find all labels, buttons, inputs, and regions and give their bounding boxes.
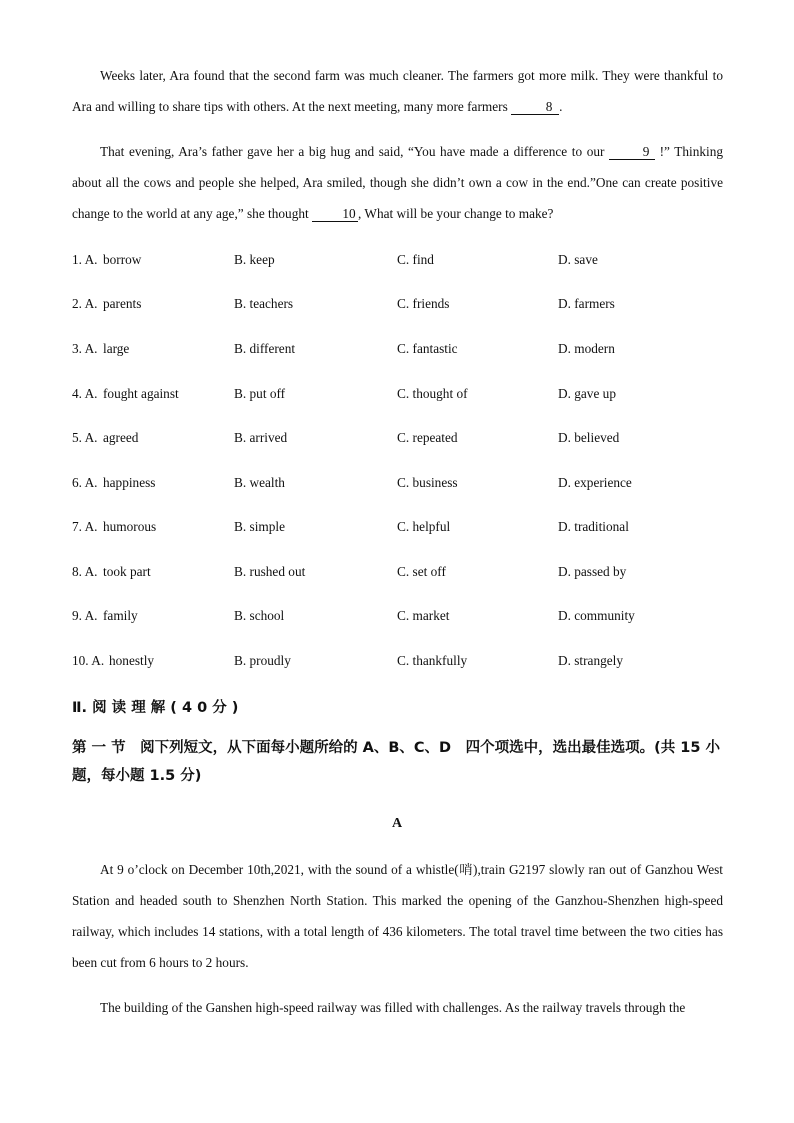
- option-c: C. thought of: [397, 386, 468, 401]
- option-a: parents: [103, 296, 142, 311]
- option-b: B. rushed out: [234, 564, 306, 579]
- option-b: B. different: [234, 341, 296, 356]
- option-d: D. passed by: [558, 564, 627, 579]
- option-c: C. market: [397, 608, 450, 623]
- option-b: B. school: [234, 608, 285, 623]
- option-b: B. teachers: [234, 296, 294, 311]
- passage-label: A: [391, 816, 403, 831]
- option-number: 10. A.: [72, 653, 105, 668]
- paragraph-text: At 9 o’clock on December 10th,2021, with the sound of a whistle(哨),train G2197 slowly ran out of Ganzhou West Station and headed south to Shenzhen North Station. This marked the opening of the Ganzhou-Shenzhen high-speed railway, which includes 14 stations, with a total length of 436 kilometers. The total travel time between the two cities has been cut from 6 hours to 2 hours.: [72, 862, 723, 970]
- option-b: B. keep: [234, 252, 275, 267]
- paragraph-text: , What will be your change to make?: [358, 206, 554, 221]
- option-b: B. simple: [234, 519, 285, 534]
- option-b: B. proudly: [234, 653, 291, 668]
- option-d: D. experience: [558, 475, 632, 490]
- option-a: fought against: [103, 386, 179, 401]
- option-b: B. arrived: [234, 430, 288, 445]
- option-d: D. community: [558, 608, 635, 623]
- paragraph-text: That evening, Ara’s father gave her a big hug and said, “You have made a difference to our: [100, 144, 605, 159]
- option-a: agreed: [103, 430, 139, 445]
- option-number: 7. A.: [72, 519, 98, 534]
- option-d: D. gave up: [558, 386, 616, 401]
- paragraph-text: .: [559, 99, 563, 114]
- option-number: 2. A.: [72, 296, 98, 311]
- option-b: B. put off: [234, 386, 286, 401]
- option-a: large: [103, 341, 130, 356]
- option-a: borrow: [103, 252, 142, 267]
- blank-10: 10: [312, 206, 358, 222]
- option-d: D. traditional: [558, 519, 629, 534]
- passage-paragraph-9: [72, 136, 723, 229]
- option-a: honestly: [109, 653, 155, 668]
- option-row: [72, 519, 732, 539]
- option-a: took part: [103, 564, 151, 579]
- option-row: [72, 341, 732, 361]
- option-a: family: [103, 608, 138, 623]
- paragraph-text: !” Thinking about all the cows and people she helped, Ara smiled, though she didn’t own a cow in the end.”One can create positive change to the world at any age,” she thought: [72, 144, 724, 221]
- paragraph-text: Weeks later, Ara found that the second farm was much cleaner. The farmers got more milk. They were thankful to Ara and willing to share tips with others. At the next meeting, many more farmers: [72, 68, 723, 114]
- option-row: [72, 430, 732, 450]
- option-number: 5. A.: [72, 430, 98, 445]
- section-title: Ⅱ. 阅 读 理 解 ( 4 0 分 ): [72, 700, 239, 716]
- option-c: C. repeated: [397, 430, 458, 445]
- option-d: D. modern: [558, 341, 615, 356]
- option-row: [72, 653, 732, 673]
- option-number: 9. A.: [72, 608, 98, 623]
- option-a: happiness: [103, 475, 156, 490]
- option-row: [72, 296, 732, 316]
- option-row: [72, 608, 732, 628]
- option-b: B. wealth: [234, 475, 285, 490]
- paragraph-text: The building of the Ganshen high-speed railway was filled with challenges. As the railway travels through the: [100, 1000, 686, 1015]
- option-row: [72, 564, 732, 584]
- option-c: C. friends: [397, 296, 450, 311]
- blank-9: 9: [609, 144, 655, 160]
- option-number: 4. A.: [72, 386, 98, 401]
- option-c: C. thankfully: [397, 653, 468, 668]
- option-d: D. strangely: [558, 653, 623, 668]
- option-c: C. set off: [397, 564, 446, 579]
- passage-a-paragraph-1: [72, 854, 723, 978]
- section-instruction: 第 一 节 阅下列短文，从下面每小题所给的 A、B、C、D 四个项选中，选出最佳选项。(共 15 小题，每小题 1.5 分): [72, 740, 720, 784]
- option-c: C. business: [397, 475, 458, 490]
- blank-8: 8: [511, 99, 559, 115]
- passage-a-paragraph-2: [72, 992, 723, 1023]
- option-c: C. helpful: [397, 519, 451, 534]
- option-d: D. believed: [558, 430, 620, 445]
- option-d: D. save: [558, 252, 598, 267]
- option-number: 6. A.: [72, 475, 98, 490]
- option-c: C. find: [397, 252, 434, 267]
- option-number: 8. A.: [72, 564, 98, 579]
- option-row: [72, 252, 732, 272]
- passage-paragraph-8: [72, 60, 723, 122]
- option-a: humorous: [103, 519, 157, 534]
- option-row: [72, 386, 732, 406]
- option-row: [72, 475, 732, 495]
- option-c: C. fantastic: [397, 341, 458, 356]
- option-number: 3. A.: [72, 341, 98, 356]
- option-number: 1. A.: [72, 252, 98, 267]
- option-d: D. farmers: [558, 296, 615, 311]
